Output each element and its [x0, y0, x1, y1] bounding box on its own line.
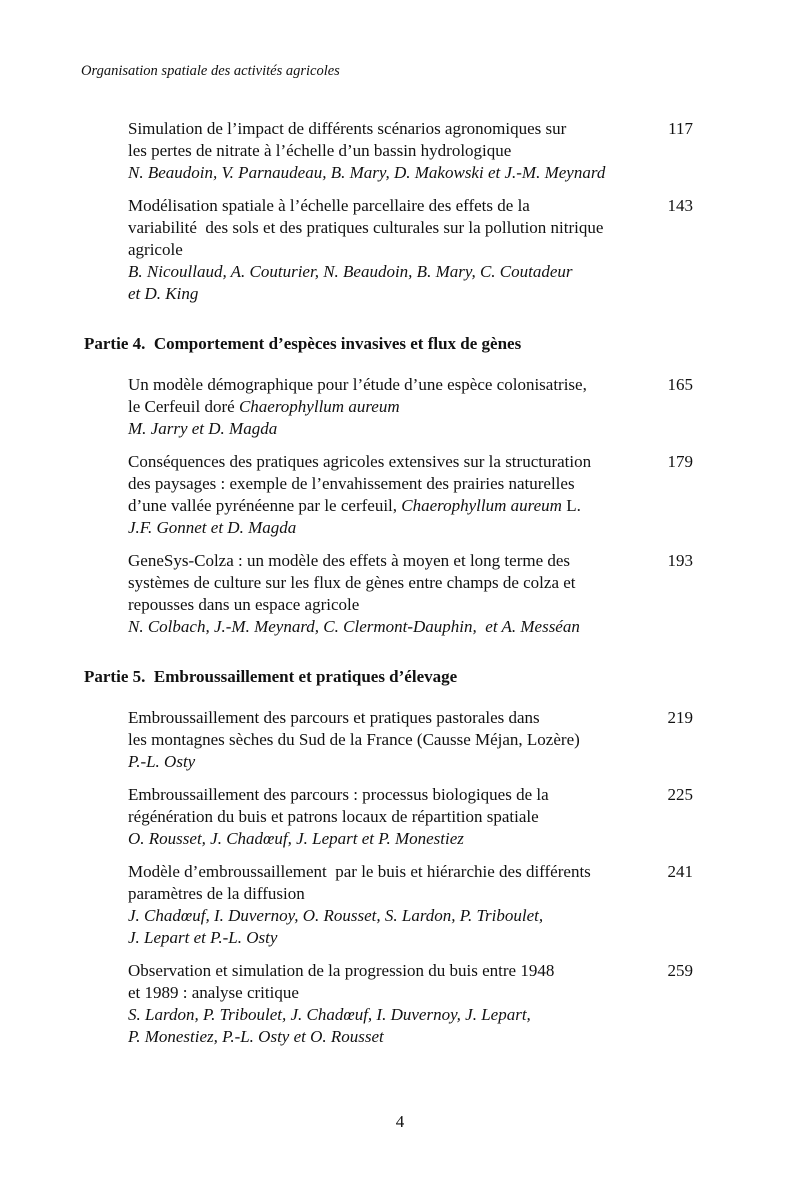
title-text: Modèle d’embroussaillement par le buis et hiérarchie des différents — [128, 862, 591, 881]
title-text: Embroussaillement des parcours : processus biologiques de la — [128, 785, 549, 804]
title-text: Modélisation spatiale à l’échelle parcellaire des effets de la — [128, 196, 530, 215]
entry-page-number: 117 — [668, 119, 693, 138]
title-text: L. — [561, 496, 581, 515]
entry-text — [128, 195, 693, 305]
entry-page-number: 219 — [667, 708, 693, 727]
entry-authors-line: O. Rousset, J. Chadœuf, J. Lepart et P. Monestiez — [128, 829, 464, 848]
entry-authors-line: J.F. Gonnet et D. Magda — [128, 518, 297, 537]
toc-entry — [128, 707, 693, 773]
entry-authors-line: N. Beaudoin, V. Parnaudeau, B. Mary, D. Makowski et J.-M. Meynard — [128, 163, 606, 182]
entry-authors-line: et D. King — [128, 284, 199, 303]
entry-title-line — [128, 239, 693, 261]
species-name: Chaerophyllum aureum — [401, 496, 562, 515]
toc-entry — [128, 374, 693, 440]
title-text: repousses dans un espace agricole — [128, 595, 360, 614]
entry-title-line — [128, 729, 693, 751]
footer-page-number: 4 — [395, 1112, 405, 1131]
entry-page-number: 225 — [667, 785, 693, 804]
entry-title-line — [128, 707, 693, 729]
title-text: les pertes de nitrate à l’échelle d’un bassin hydrologique — [128, 141, 512, 160]
running-header: Organisation spatiale des activités agricoles — [81, 63, 340, 79]
entry-title-line — [128, 784, 693, 806]
entry-page-number: 241 — [667, 862, 693, 881]
entry-title-line — [128, 473, 693, 495]
entry-title-line — [128, 960, 693, 982]
title-text: GeneSys-Colza : un modèle des effets à moyen et long terme des — [128, 551, 571, 570]
entry-title-line — [128, 195, 693, 217]
entry-text — [128, 118, 693, 184]
entry-page-number: 165 — [667, 375, 693, 394]
entry-title-line — [128, 594, 693, 616]
entry-authors-line: N. Colbach, J.-M. Meynard, C. Clermont-Dauphin, et A. Messéan — [128, 617, 580, 636]
title-text: Observation et simulation de la progression du buis entre 1948 — [128, 961, 555, 980]
entry-title-line — [128, 396, 693, 418]
entry-title-line — [128, 140, 693, 162]
entry-text — [128, 960, 693, 1048]
toc-entry — [128, 451, 693, 539]
entry-title-line — [128, 374, 693, 396]
toc — [84, 107, 693, 1048]
title-text: des paysages : exemple de l’envahissement des prairies naturelles — [128, 474, 575, 493]
entry-title-line — [128, 861, 693, 883]
entry-title-line — [128, 806, 693, 828]
title-text: variabilité des sols et des pratiques culturales sur la pollution nitrique — [128, 218, 604, 237]
entry-page-number: 259 — [667, 961, 693, 980]
toc-entry — [128, 861, 693, 949]
entry-text — [128, 374, 693, 440]
title-text: d’une vallée pyrénéenne par le cerfeuil, — [128, 496, 402, 515]
title-text: Un modèle démographique pour l’étude d’une espèce colonisatrise, — [128, 375, 587, 394]
title-text: Conséquences des pratiques agricoles extensives sur la structuration — [128, 452, 592, 471]
toc-entry — [128, 550, 693, 638]
entry-title-line — [128, 118, 693, 140]
entry-page-number: 179 — [667, 452, 693, 471]
part-heading: Partie 4. Comportement d’espèces invasives et flux de gènes — [84, 334, 522, 353]
entry-page-number: 193 — [667, 551, 693, 570]
entry-text — [128, 861, 693, 949]
entry-title-line — [128, 495, 693, 517]
entry-authors-line: S. Lardon, P. Triboulet, J. Chadœuf, I. Duvernoy, J. Lepart, — [128, 1005, 531, 1024]
toc-entry — [128, 195, 693, 305]
entry-title-line — [128, 572, 693, 594]
title-text: régénération du buis et patrons locaux de répartition spatiale — [128, 807, 539, 826]
entry-title-line — [128, 451, 693, 473]
entry-authors-line: P.-L. Osty — [128, 752, 196, 771]
entry-text — [128, 707, 693, 773]
toc-entry — [128, 118, 693, 184]
entry-page-number: 143 — [667, 196, 693, 215]
title-text: systèmes de culture sur les flux de gènes entre champs de colza et — [128, 573, 576, 592]
title-text: et 1989 : analyse critique — [128, 983, 299, 1002]
title-text: Embroussaillement des parcours et pratiques pastorales dans — [128, 708, 540, 727]
toc-entry — [128, 960, 693, 1048]
title-text: les montagnes sèches du Sud de la France (Causse Méjan, Lozère) — [128, 730, 580, 749]
species-name: Chaerophyllum aureum — [238, 397, 400, 416]
entry-title-line — [128, 217, 693, 239]
title-text: Simulation de l’impact de différents scénarios agronomiques sur — [128, 119, 567, 138]
entry-text — [128, 451, 693, 539]
title-text: le Cerfeuil doré — [128, 397, 239, 416]
entry-authors-line: J. Lepart et P.-L. Osty — [128, 928, 278, 947]
entry-authors-line: M. Jarry et D. Magda — [128, 419, 278, 438]
title-text: agricole — [128, 240, 183, 259]
title-text: paramètres de la diffusion — [128, 884, 305, 903]
toc-entry — [128, 784, 693, 850]
part-heading: Partie 5. Embroussaillement et pratiques d’élevage — [84, 667, 458, 686]
entry-authors-line: B. Nicoullaud, A. Couturier, N. Beaudoin, B. Mary, C. Coutadeur — [128, 262, 573, 281]
entry-authors-line: J. Chadœuf, I. Duvernoy, O. Rousset, S. Lardon, P. Triboulet, — [128, 906, 544, 925]
entry-title-line — [128, 982, 693, 1004]
entry-title-line — [128, 550, 693, 572]
entry-text — [128, 784, 693, 850]
entry-text — [128, 550, 693, 638]
entry-authors-line: P. Monestiez, P.-L. Osty et O. Rousset — [128, 1027, 384, 1046]
entry-title-line — [128, 883, 693, 905]
